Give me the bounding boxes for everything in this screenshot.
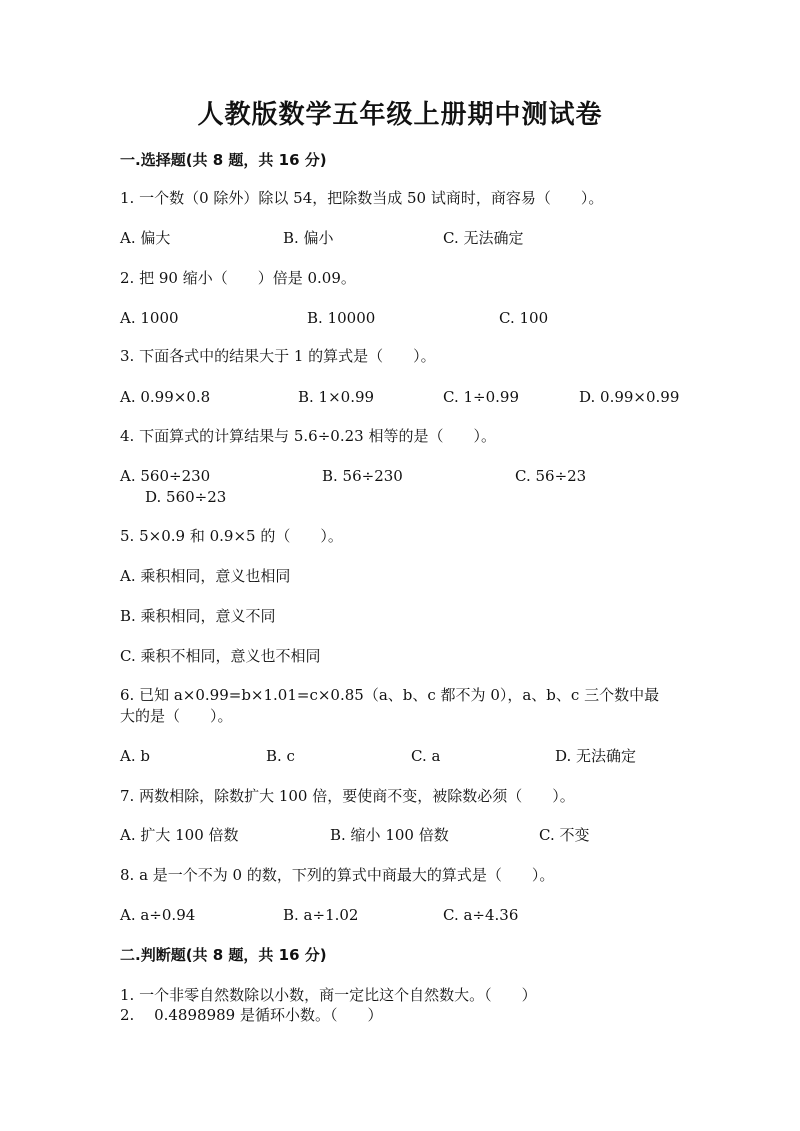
question-7-stem: 7. 两数相除，除数扩大 100 倍，要使商不变，被除数必须（ ）。 bbox=[120, 787, 575, 805]
question-3-option-d: D. 0.99×0.99 bbox=[579, 388, 680, 406]
question-4-option-b: B. 56÷230 bbox=[322, 467, 403, 485]
question-5-stem: 5. 5×0.9 和 0.9×5 的（ ）。 bbox=[120, 527, 343, 545]
question-3-option-a: A. 0.99×0.8 bbox=[120, 388, 211, 406]
question-1-option-a: A. 偏大 bbox=[120, 229, 171, 247]
question-5-option-b: B. 乘积相同，意义不同 bbox=[120, 607, 276, 625]
question-3-option-c: C. 1÷0.99 bbox=[443, 388, 519, 406]
judge-question-1: 1. 一个非零自然数除以小数，商一定比这个自然数大。（ ） bbox=[120, 986, 537, 1004]
question-1-stem: 1. 一个数（0 除外）除以 54，把除数当成 50 试商时，商容易（ ）。 bbox=[120, 189, 604, 207]
question-4-option-c: C. 56÷23 bbox=[515, 467, 587, 485]
question-7-option-b: B. 缩小 100 倍数 bbox=[330, 826, 449, 844]
question-8-option-b: B. a÷1.02 bbox=[283, 906, 359, 924]
question-8-option-a: A. a÷0.94 bbox=[120, 906, 196, 924]
question-2-option-c: C. 100 bbox=[499, 309, 549, 327]
question-6-option-c: C. a bbox=[411, 747, 441, 765]
question-7-option-a: A. 扩大 100 倍数 bbox=[120, 826, 239, 844]
question-8-stem: 8. a 是一个不为 0 的数，下列的算式中商最大的算式是（ ）。 bbox=[120, 866, 555, 884]
question-8-option-c: C. a÷4.36 bbox=[443, 906, 519, 924]
question-5-option-a: A. 乘积相同，意义也相同 bbox=[120, 567, 291, 585]
question-2-option-a: A. 1000 bbox=[120, 309, 179, 327]
question-6-option-d: D. 无法确定 bbox=[555, 747, 637, 765]
question-3-stem: 3. 下面各式中的结果大于 1 的算式是（ ）。 bbox=[120, 347, 436, 365]
question-4-option-d: D. 560÷23 bbox=[145, 488, 227, 506]
question-5-option-c: C. 乘积不相同，意义也不相同 bbox=[120, 647, 321, 665]
question-6-stem-line-2: 大的是（ ）。 bbox=[120, 707, 233, 725]
section-heading-choice: 一.选择题(共 8 题，共 16 分) bbox=[120, 151, 327, 169]
question-6-stem-line-1: 6. 已知 a×0.99=b×1.01=c×0.85（a、b、c 都不为 0），a、b、c 三个数中最 bbox=[120, 686, 660, 704]
judge-question-2: 2. 0.4898989 是循环小数。（ ） bbox=[120, 1006, 383, 1024]
question-3-option-b: B. 1×0.99 bbox=[298, 388, 375, 406]
question-6-option-b: B. c bbox=[266, 747, 295, 765]
page-title: 人教版数学五年级上册期中测试卷 bbox=[197, 100, 603, 130]
question-1-option-b: B. 偏小 bbox=[283, 229, 334, 247]
question-2-stem: 2. 把 90 缩小（ ）倍是 0.09。 bbox=[120, 269, 356, 287]
question-4-option-a: A. 560÷230 bbox=[120, 467, 211, 485]
question-6-option-a: A. b bbox=[120, 747, 150, 765]
section-heading-true-false: 二.判断题(共 8 题，共 16 分) bbox=[120, 946, 327, 964]
question-7-option-c: C. 不变 bbox=[539, 826, 590, 844]
question-4-stem: 4. 下面算式的计算结果与 5.6÷0.23 相等的是（ ）。 bbox=[120, 427, 496, 445]
question-1-option-c: C. 无法确定 bbox=[443, 229, 524, 247]
question-2-option-b: B. 10000 bbox=[307, 309, 376, 327]
